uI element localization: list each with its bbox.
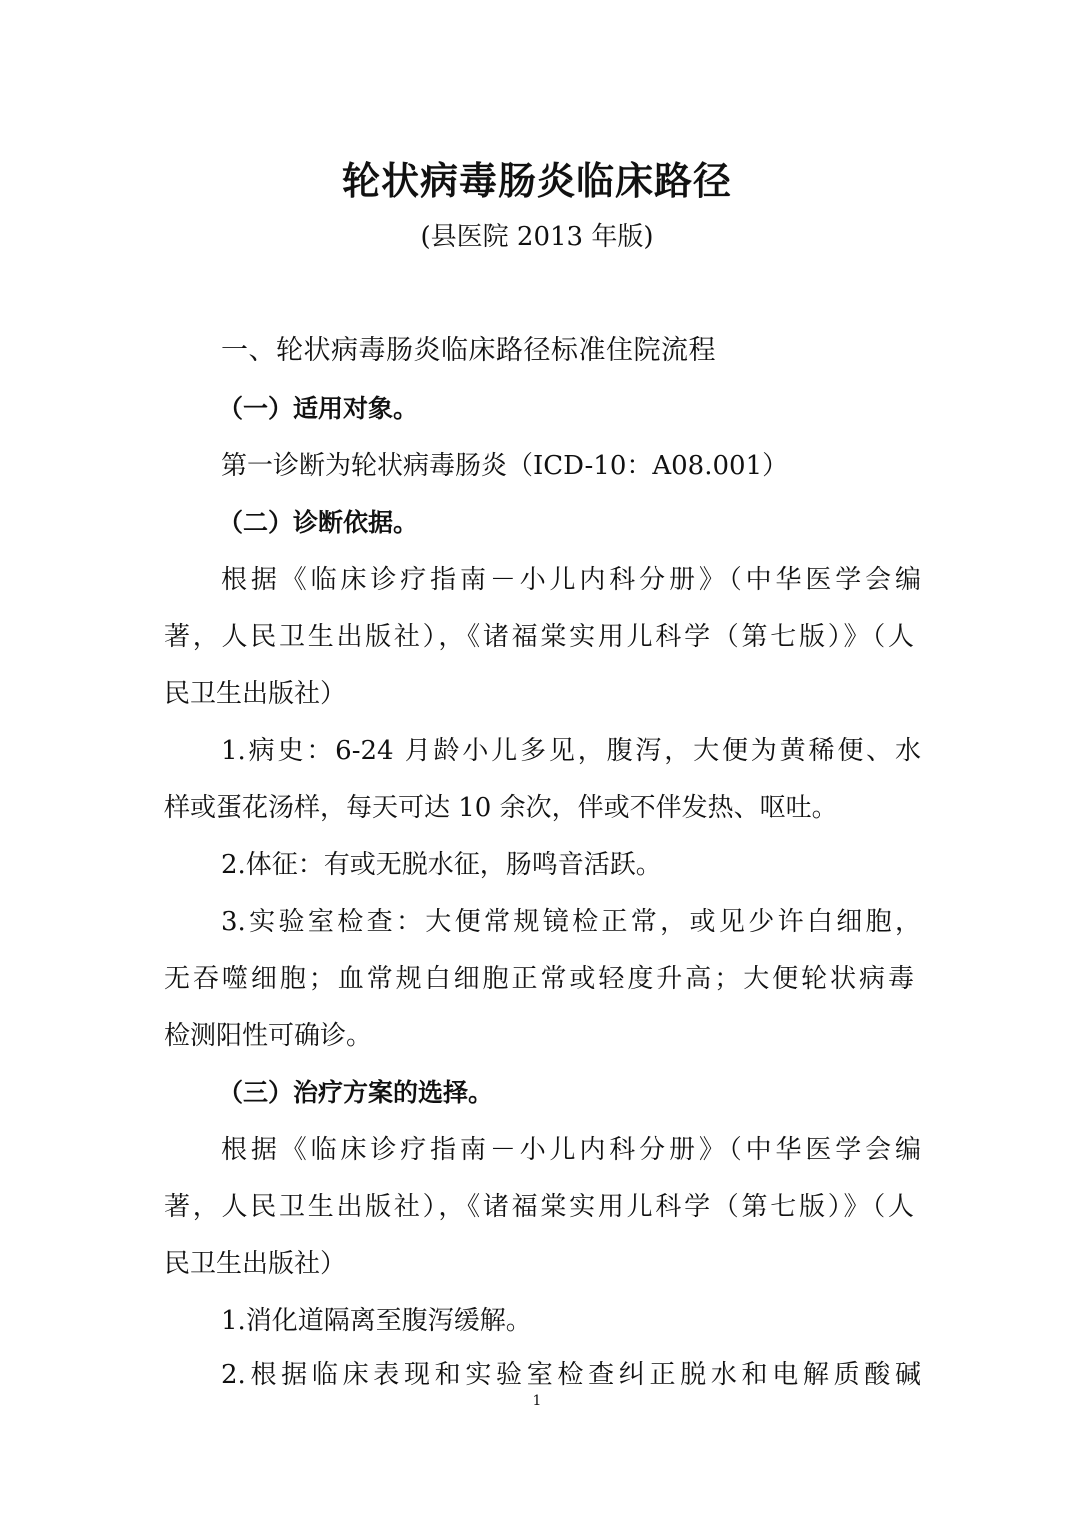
item-signs: 2.体征：有或无脱水征，肠鸣音活跃。 (221, 850, 662, 880)
subsection-heading-applicable: （一）适用对象。 (218, 394, 419, 423)
item-history-line-2: 样或蛋花汤样，每天可达 10 余次，伴或不伴发热、呕吐。 (164, 793, 838, 823)
subsection-heading-diagnosis: （二）诊断依据。 (218, 508, 419, 537)
document-title: 轮状病毒肠炎临床路径 (341, 159, 732, 203)
subsection-heading-treatment: （三）治疗方案的选择。 (218, 1078, 494, 1107)
paragraph-applicable: 第一诊断为轮状病毒肠炎（ICD-10：A08.001） (221, 451, 789, 481)
paragraph-diagnosis-basis-line-3: 民卫生出版社） (164, 679, 347, 709)
page-number: 1 (532, 1393, 542, 1409)
item-lab-line-1: 3.实验室检查：大便常规镜检正常，或见少许白细胞， (221, 907, 921, 937)
treatment-item-2: 2.根据临床表现和实验室检查纠正脱水和电解质酸碱 (221, 1360, 921, 1390)
item-lab-line-3: 检测阳性可确诊。 (164, 1021, 373, 1051)
item-history-line-1: 1.病史：6-24 月龄小儿多见，腹泻，大便为黄稀便、水 (221, 736, 921, 766)
paragraph-treatment-basis-line-1: 根据《临床诊疗指南－小儿内科分册》（中华医学会编 (221, 1135, 921, 1165)
document-subtitle: (县医院 2013 年版) (420, 222, 654, 252)
paragraph-treatment-basis-line-2: 著，人民卫生出版社），《诸福棠实用儿科学（第七版）》（人 (164, 1192, 914, 1222)
paragraph-treatment-basis-line-3: 民卫生出版社） (164, 1249, 347, 1279)
item-lab-line-2: 无吞噬细胞；血常规白细胞正常或轻度升高；大便轮状病毒 (164, 964, 914, 994)
paragraph-diagnosis-basis-line-1: 根据《临床诊疗指南－小儿内科分册》（中华医学会编 (221, 565, 921, 595)
paragraph-diagnosis-basis-line-2: 著，人民卫生出版社），《诸福棠实用儿科学（第七版）》（人 (164, 622, 914, 652)
section-heading-1: 一、轮状病毒肠炎临床路径标准住院流程 (221, 335, 716, 366)
treatment-item-1: 1.消化道隔离至腹泻缓解。 (221, 1306, 532, 1336)
